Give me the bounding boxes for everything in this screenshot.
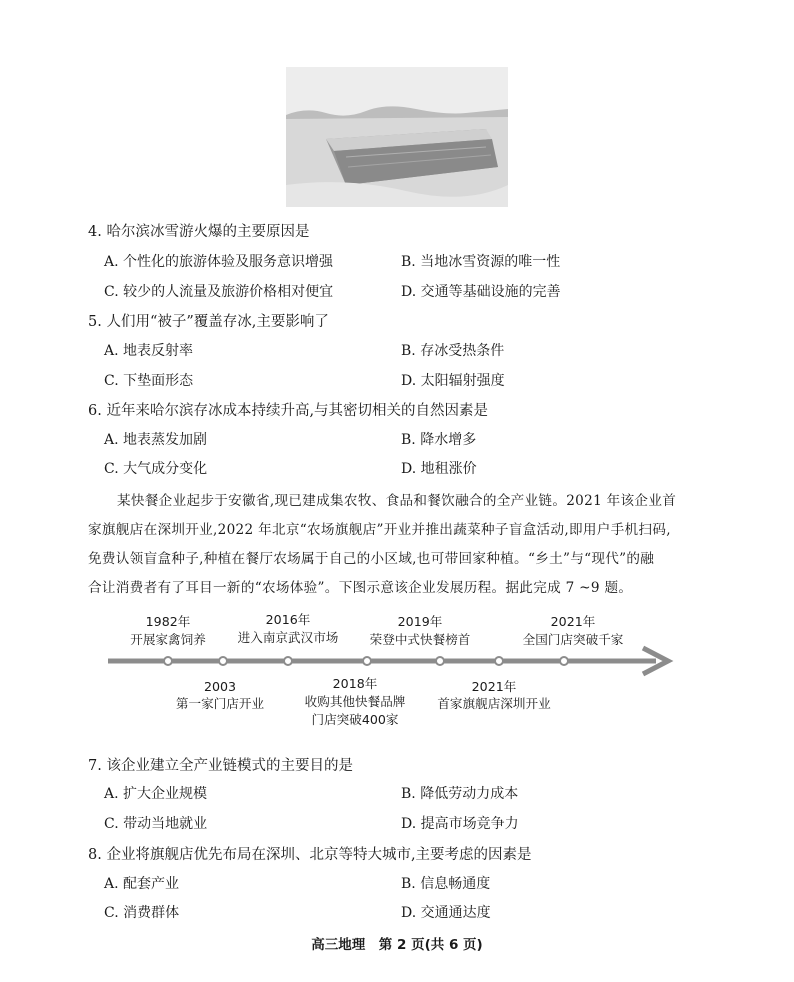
timeline-node-2019 xyxy=(436,657,444,665)
q6-stem: 6. 近年来哈尔滨存冰成本持续升高,与其密切相关的自然因素是 xyxy=(88,403,489,419)
ice-storage-image xyxy=(286,67,508,207)
development-timeline xyxy=(108,612,678,734)
q4-stem: 4. 哈尔滨冰雪游火爆的主要原因是 xyxy=(88,224,310,240)
timeline-node-2018 xyxy=(363,657,371,665)
q6-option-d: D. 地租涨价 xyxy=(401,461,477,477)
passage-line-3: 免费认领盲盒种子,种植在餐厅农场属于自己的小区域,也可带回家种植。“乡土”与“现代”的融 xyxy=(88,551,655,567)
q7-stem: 7. 该企业建立全产业链模式的主要目的是 xyxy=(88,758,353,774)
ice-storage-photo xyxy=(286,67,508,207)
q4-option-d: D. 交通等基础设施的完善 xyxy=(401,284,561,300)
q7-option-c: C. 带动当地就业 xyxy=(104,816,208,832)
timeline-2016-year: 2016年 xyxy=(265,612,311,627)
timeline-1982-event: 开展家禽饲养 xyxy=(130,632,206,647)
timeline-2021-flagship-year: 2021年 xyxy=(471,679,517,694)
q5-option-a: A. 地表反射率 xyxy=(104,343,194,359)
timeline-2018-event: 收购其他快餐品牌 xyxy=(304,694,406,709)
timeline-node-2021-flagship xyxy=(495,657,503,665)
timeline-1982-year: 1982年 xyxy=(145,614,191,629)
timeline-2021-stores-year: 2021年 xyxy=(550,614,596,629)
q8-option-b: B. 信息畅通度 xyxy=(401,876,491,892)
q8-option-a: A. 配套产业 xyxy=(104,876,180,892)
passage-line-4: 合让消费者有了耳目一新的“农场体验”。下图示意该企业发展历程。据此完成 7 ~9 题。 xyxy=(88,580,633,596)
timeline-2019-event: 荣登中式快餐榜首 xyxy=(369,632,471,647)
passage-line-1: 某快餐企业起步于安徽省,现已建成集农牧、食品和餐饮融合的全产业链。2021 年该企业首 xyxy=(117,493,677,509)
timeline-node-2003 xyxy=(219,657,227,665)
timeline-2021-flagship-event: 首家旗舰店深圳开业 xyxy=(437,696,551,711)
page-footer: 高三地理 第 2 页(共 6 页) xyxy=(311,937,483,953)
timeline-2018-year: 2018年 xyxy=(332,676,378,691)
passage-line-2: 家旗舰店在深圳开业,2022 年北京“农场旗舰店”开业并推出蔬菜种子盲盒活动,即用户手机扫码, xyxy=(88,522,671,538)
q7-option-a: A. 扩大企业规模 xyxy=(104,786,208,802)
timeline-node-2021-stores xyxy=(560,657,568,665)
q6-option-a: A. 地表蒸发加剧 xyxy=(104,432,208,448)
q4-option-c: C. 较少的人流量及旅游价格相对便宜 xyxy=(104,284,334,300)
timeline-node-1982 xyxy=(164,657,172,665)
timeline-2003-year: 2003 xyxy=(203,679,237,694)
timeline-node-2016 xyxy=(284,657,292,665)
q8-option-d: D. 交通通达度 xyxy=(401,905,491,921)
timeline-2021-stores-event: 全国门店突破千家 xyxy=(522,632,624,647)
timeline-2018-event-2: 门店突破400家 xyxy=(311,712,399,727)
q5-option-c: C. 下垫面形态 xyxy=(104,373,194,389)
q5-option-b: B. 存冰受热条件 xyxy=(401,343,505,359)
q4-option-b: B. 当地冰雪资源的唯一性 xyxy=(401,254,561,270)
timeline-2019-year: 2019年 xyxy=(397,614,443,629)
timeline-2003-event: 第一家门店开业 xyxy=(175,696,265,711)
q7-option-d: D. 提高市场竞争力 xyxy=(401,816,519,832)
q6-option-b: B. 降水增多 xyxy=(401,432,477,448)
q8-stem: 8. 企业将旗舰店优先布局在深圳、北京等特大城市,主要考虑的因素是 xyxy=(88,847,532,863)
q5-stem: 5. 人们用“被子”覆盖存冰,主要影响了 xyxy=(88,314,329,330)
q5-option-d: D. 太阳辐射强度 xyxy=(401,373,505,389)
timeline-2016-event: 进入南京武汉市场 xyxy=(237,630,339,645)
q4-option-a: A. 个性化的旅游体验及服务意识增强 xyxy=(104,254,334,270)
q7-option-b: B. 降低劳动力成本 xyxy=(401,786,519,802)
q8-option-c: C. 消费群体 xyxy=(104,905,180,921)
q6-option-c: C. 大气成分变化 xyxy=(104,461,208,477)
